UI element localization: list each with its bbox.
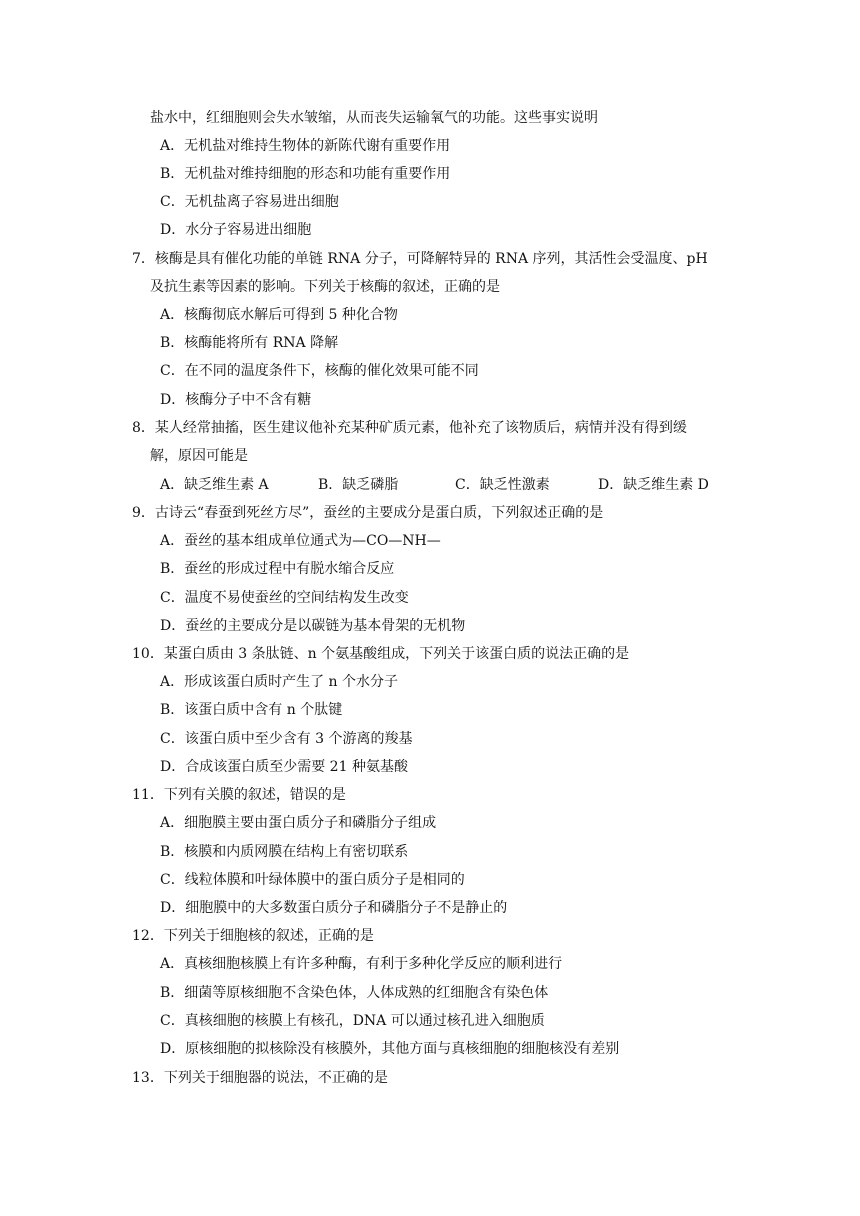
q9-option-c: C．温度不易使蚕丝的空间结构发生改变 [160, 590, 409, 606]
q6-option-a: A．无机盐对维持生物体的新陈代谢有重要作用 [160, 138, 451, 154]
q6-option-c: C．无机盐离子容易进出细胞 [160, 194, 339, 210]
q10-option-b: B．该蛋白质中含有 n 个肽键 [160, 702, 343, 718]
q12-option-d: D．原核细胞的拟核除没有核膜外，其他方面与真核细胞的细胞核没有差别 [160, 1041, 620, 1057]
q9-stem: 9．古诗云“春蚕到死丝方尽”，蚕丝的主要成分是蛋白质，下列叙述正确的是 [132, 505, 604, 521]
q12-stem: 12．下列关于细胞核的叙述，正确的是 [132, 928, 374, 944]
q7-stem-line2: 及抗生素等因素的影响。下列关于核酶的叙述，正确的是 [150, 279, 500, 295]
q7-option-a: A．核酶彻底水解后可得到 5 种化合物 [160, 307, 398, 323]
q7-option-b: B．核酶能将所有 RNA 降解 [160, 335, 339, 351]
q8-option-b: B．缺乏磷脂 [318, 477, 399, 493]
q8-stem-line1: 8．某人经常抽搐，医生建议他补充某种矿质元素，他补充了该物质后，病情并没有得到缓 [132, 420, 687, 436]
q10-stem: 10．某蛋白质由 3 条肽链、n 个氨基酸组成，下列关于该蛋白质的说法正确的是 [132, 646, 630, 662]
q12-option-a: A．真核细胞核膜上有许多种酶，有利于多种化学反应的顺利进行 [160, 956, 563, 972]
q11-option-b: B．核膜和内质网膜在结构上有密切联系 [160, 844, 409, 860]
q7-option-c: C．在不同的温度条件下，核酶的催化效果可能不同 [160, 363, 479, 379]
q8-option-d: D．缺乏维生素 D [598, 477, 709, 493]
q10-option-d: D．合成该蛋白质至少需要 21 种氨基酸 [160, 759, 408, 775]
q10-option-a: A．形成该蛋白质时产生了 n 个水分子 [160, 674, 399, 690]
q9-option-d: D．蚕丝的主要成分是以碳链为基本骨架的无机物 [160, 618, 466, 634]
q11-option-c: C．线粒体膜和叶绿体膜中的蛋白质分子是相同的 [160, 872, 465, 888]
q11-option-d: D．细胞膜中的大多数蛋白质分子和磷脂分子不是静止的 [160, 900, 508, 916]
q11-option-a: A．细胞膜主要由蛋白质分子和磷脂分子组成 [160, 815, 437, 831]
q7-stem-line1: 7．核酶是具有催化功能的单链 RNA 分子，可降解特异的 RNA 序列，其活性会受温度、pH [132, 251, 708, 267]
q8-option-a: A．缺乏维生素 A [160, 477, 269, 493]
q6-option-d: D．水分子容易进出细胞 [160, 222, 312, 238]
q13-stem: 13．下列关于细胞器的说法，不正确的是 [132, 1070, 388, 1086]
q11-stem: 11．下列有关膜的叙述，错误的是 [132, 787, 346, 803]
q12-option-b: B．细菌等原核细胞不含染色体，人体成熟的红细胞含有染色体 [160, 985, 549, 1001]
q7-option-d: D．核酶分子中不含有糖 [160, 392, 312, 408]
q10-option-c: C．该蛋白质中至少含有 3 个游离的羧基 [160, 731, 413, 747]
q9-option-b: B．蚕丝的形成过程中有脱水缩合反应 [160, 561, 395, 577]
q8-stem-line2: 解，原因可能是 [150, 448, 248, 464]
q9-option-a: A．蚕丝的基本组成单位通式为—CO—NH— [160, 533, 441, 549]
q6-stem-continuation: 盐水中，红细胞则会失水皱缩，从而丧失运输氧气的功能。这些事实说明 [150, 110, 598, 126]
q12-option-c: C．真核细胞的核膜上有核孔，DNA 可以通过核孔进入细胞质 [160, 1013, 545, 1029]
q8-option-c: C．缺乏性激素 [455, 477, 550, 493]
q6-option-b: B．无机盐对维持细胞的形态和功能有重要作用 [160, 166, 451, 182]
